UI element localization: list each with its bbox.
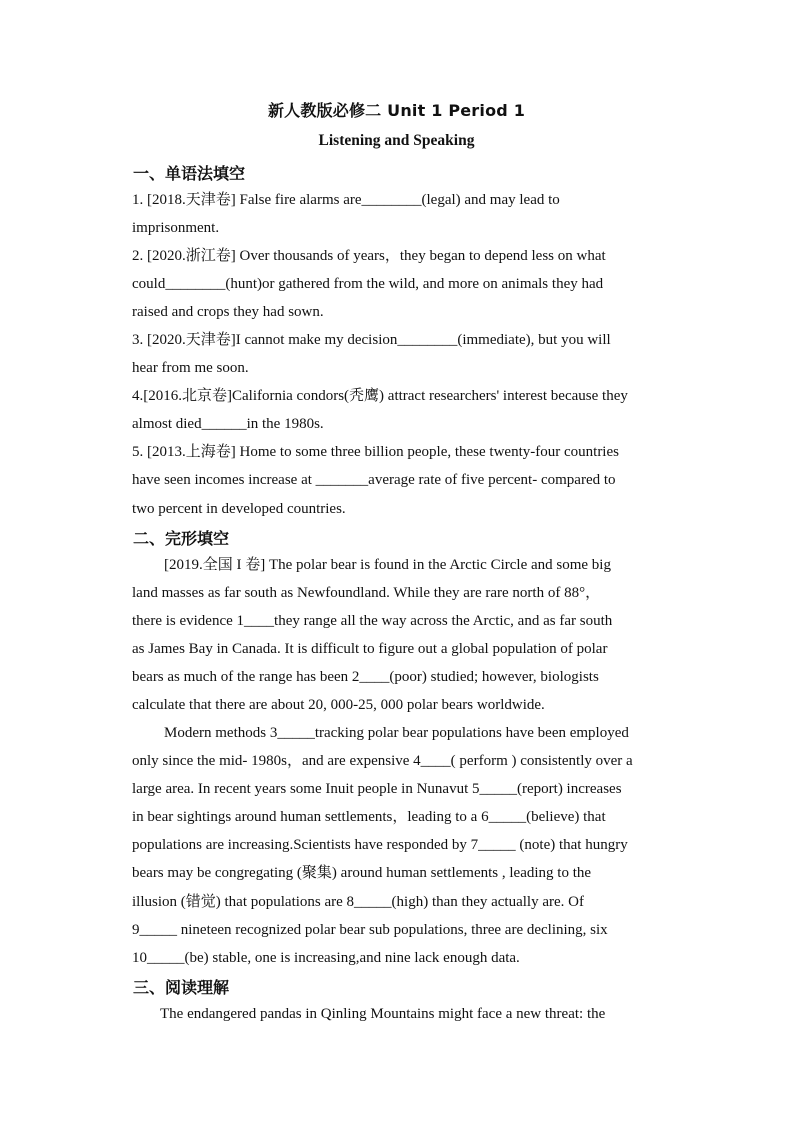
- text-line: calculate that there are about 20, 000-25, 000 polar bears worldwide.: [132, 697, 545, 713]
- text-line: illusion (错觉) that populations are 8_____(high) than they actually are. Of: [132, 894, 584, 910]
- text-line: in bear sightings around human settlements，leading to a 6_____(believe) that: [132, 809, 606, 825]
- text-line: have seen incomes increase at _______average rate of five percent- compared to: [132, 472, 616, 488]
- text-line: 1. [2018.天津卷] False fire alarms are________(legal) and may lead to: [132, 192, 560, 208]
- section-heading-grammar: 一、单语法填空: [133, 164, 246, 183]
- text-line: raised and crops they had sown.: [132, 304, 324, 320]
- text-line: The endangered pandas in Qinling Mountains might face a new threat: the: [160, 1006, 606, 1022]
- page-subtitle: Listening and Speaking: [318, 132, 475, 149]
- text-line: could________(hunt)or gathered from the wild, and more on animals they had: [132, 276, 604, 292]
- text-line: 10_____(be) stable, one is increasing,and nine lack enough data.: [132, 950, 520, 966]
- text-line: bears may be congregating (聚集) around human settlements , leading to the: [132, 865, 592, 881]
- text-line: 9_____ nineteen recognized polar bear sub populations, three are declining, six: [132, 922, 608, 938]
- section-heading-cloze: 二、完形填空: [133, 529, 230, 548]
- text-line: 3. [2020.天津卷]I cannot make my decision________(immediate), but you will: [132, 332, 611, 348]
- text-line: two percent in developed countries.: [132, 501, 346, 517]
- text-line: there is evidence 1____they range all the way across the Arctic, and as far south: [132, 613, 613, 629]
- text-line: only since the mid- 1980s，and are expensive 4____( perform ) consistently over a: [132, 753, 633, 769]
- text-line: land masses as far south as Newfoundland. While they are rare north of 88°，: [132, 585, 601, 601]
- text-line: as James Bay in Canada. It is difficult to figure out a global population of polar: [132, 641, 608, 657]
- text-line: 2. [2020.浙江卷] Over thousands of years，they began to depend less on what: [132, 248, 606, 264]
- text-line: bears as much of the range has been 2____(poor) studied; however, biologists: [132, 669, 599, 685]
- text-line: 5. [2013.上海卷] Home to some three billion people, these twenty-four countries: [132, 444, 619, 460]
- text-line: imprisonment.: [132, 220, 220, 236]
- text-line: populations are increasing.Scientists have responded by 7_____ (note) that hungry: [132, 837, 628, 853]
- text-line: 4.[2016.北京卷]California condors(秃鹰) attract researchers' interest because they: [132, 388, 628, 404]
- page-title: 新人教版必修二 Unit 1 Period 1: [267, 101, 526, 120]
- section-heading-reading: 三、阅读理解: [133, 978, 230, 997]
- text-line: almost died______in the 1980s.: [132, 416, 324, 432]
- text-line: Modern methods 3_____tracking polar bear populations have been employed: [164, 725, 629, 741]
- text-line: hear from me soon.: [132, 360, 249, 376]
- text-line: [2019.全国 I 卷] The polar bear is found in the Arctic Circle and some big: [164, 557, 611, 573]
- text-line: large area. In recent years some Inuit people in Nunavut 5_____(report) increases: [132, 781, 622, 797]
